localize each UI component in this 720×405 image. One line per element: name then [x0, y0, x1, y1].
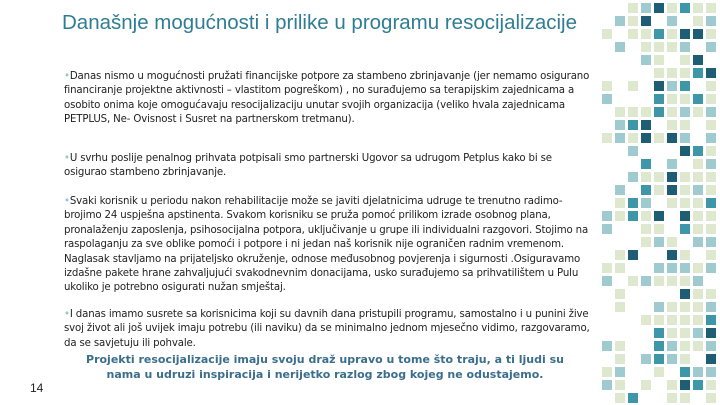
mosaic-tile [615, 250, 625, 260]
mosaic-tile [680, 146, 690, 156]
mosaic-tile [628, 393, 638, 403]
mosaic-tile [706, 237, 716, 247]
paragraph-text: Svaki korisnik u periodu nakon rehabilitacije može se javiti djelatnicima udruge te trenutno radimo- brojimo 24 uspješna apstinenta. Svakom korisniku se pruža pomoć prilikom izrade osobnog plana, pronalaženju zaposlenja, psihosocijalna potpora, uključivanje u grupe ili individualni razgovori. Stojimo na raspolaganju za sve oblike pomoći i potpore i ni jedan naš korisnik nije ograničen radnim vremenom. Naglasak stavljamo na prijateljsko okruženje, odnose međusobnog povjerenja i sigurnosti .Osiguravamo izdašne pakete hrane zahvaljujući svakodnevnim donacijama, usko surađujemo sa prihvatilištem u Pulu ukoliko je potrebno osigurati nužan smještaj. [64, 196, 589, 294]
mosaic-tile [667, 276, 677, 286]
mosaic-tile [641, 172, 651, 182]
mosaic-tile [667, 185, 677, 195]
mosaic-tile [706, 94, 716, 104]
mosaic-tile [654, 302, 664, 312]
bullet-icon: • [64, 71, 70, 82]
mosaic-tile [680, 55, 690, 65]
mosaic-tile [680, 354, 690, 364]
mosaic-tile [680, 107, 690, 117]
mosaic-tile [706, 328, 716, 338]
mosaic-tile [654, 328, 664, 338]
mosaic-tile [667, 341, 677, 351]
mosaic-tile [654, 276, 664, 286]
mosaic-tile [680, 315, 690, 325]
mosaic-tile [615, 354, 625, 364]
mosaic-tile [602, 380, 612, 390]
mosaic-tile [706, 341, 716, 351]
mosaic-tile [706, 29, 716, 39]
mosaic-tile [667, 172, 677, 182]
mosaic-tile [693, 198, 703, 208]
mosaic-tile [680, 185, 690, 195]
paragraph-text: Danas nismo u mogućnosti pružati financijske potpore za stambeno zbrinjavanje (jer nemamo osigurano financiranje projektne aktivnosti – vlastitom pogreškom) , no surađujemo sa terapijskim zajednicama a osobito onima koje omogućavaju resocijalizaciju unutar svojih organizacija (veliko hvala zajednicama PETPLUS, Ne- Ovisnost i Susret na partnerskom tretmanu). [64, 71, 590, 126]
mosaic-tile [693, 68, 703, 78]
mosaic-tile [654, 94, 664, 104]
mosaic-tile [641, 198, 651, 208]
mosaic-tile [706, 302, 716, 312]
mosaic-tile [641, 185, 651, 195]
mosaic-tile [693, 289, 703, 299]
mosaic-tile [667, 263, 677, 273]
mosaic-tile [641, 159, 651, 169]
mosaic-tile [615, 367, 625, 377]
mosaic-tile [628, 133, 638, 143]
mosaic-tile [693, 107, 703, 117]
mosaic-tile [602, 263, 612, 273]
mosaic-tile [667, 237, 677, 247]
mosaic-tile [680, 276, 690, 286]
mosaic-tile [706, 3, 716, 13]
mosaic-tile [693, 185, 703, 195]
paragraph-text: I danas imamo susrete sa korisnicima koji su davnih dana pristupili programu, samostalno i u punini žive svoj život ali još uvijek imaju potrebu (ili naviku) da se minimalno jednom mjesečno vidimo, razgovaramo, da se savjetuju ili pohvale. [64, 309, 590, 349]
mosaic-tile [693, 328, 703, 338]
mosaic-tile [667, 68, 677, 78]
mosaic-tile [615, 380, 625, 390]
mosaic-tile [706, 354, 716, 364]
slide-title: Današnje mogućnosti i prilike u programu resocijalizacije [62, 11, 578, 34]
mosaic-tile [615, 393, 625, 403]
mosaic-tile [667, 159, 677, 169]
mosaic-tile [693, 55, 703, 65]
mosaic-tile [667, 120, 677, 130]
mosaic-tile [654, 29, 664, 39]
mosaic-tile [654, 3, 664, 13]
mosaic-tile [680, 263, 690, 273]
mosaic-tile [667, 42, 677, 52]
mosaic-tile [693, 224, 703, 234]
mosaic-tile [680, 289, 690, 299]
mosaic-tile [680, 94, 690, 104]
mosaic-tile [615, 16, 625, 26]
mosaic-tile [628, 16, 638, 26]
mosaic-tile [654, 354, 664, 364]
mosaic-tile [641, 133, 651, 143]
mosaic-tile [706, 393, 716, 403]
mosaic-tile [641, 315, 651, 325]
mosaic-tile [654, 185, 664, 195]
mosaic-tile [680, 172, 690, 182]
mosaic-tile [680, 367, 690, 377]
mosaic-tile [615, 341, 625, 351]
mosaic-tile [602, 81, 612, 91]
mosaic-tile [667, 29, 677, 39]
mosaic-tile [680, 29, 690, 39]
mosaic-tile [615, 133, 625, 143]
mosaic-tile [693, 263, 703, 273]
mosaic-tile [680, 42, 690, 52]
mosaic-tile [654, 172, 664, 182]
mosaic-tile [706, 107, 716, 117]
mosaic-tile [693, 3, 703, 13]
mosaic-tile [706, 250, 716, 260]
mosaic-tile [641, 16, 651, 26]
mosaic-tile [654, 315, 664, 325]
mosaic-tile [602, 133, 612, 143]
mosaic-tile [654, 42, 664, 52]
mosaic-tile [680, 3, 690, 13]
mosaic-tile [667, 380, 677, 390]
mosaic-tile [667, 354, 677, 364]
mosaic-tile [706, 159, 716, 169]
mosaic-tile [628, 3, 638, 13]
mosaic-tile [706, 185, 716, 195]
mosaic-tile [693, 29, 703, 39]
mosaic-tile [706, 263, 716, 273]
bullet-paragraph-2 [64, 152, 594, 181]
mosaic-tile [693, 315, 703, 325]
mosaic-tile [654, 81, 664, 91]
mosaic-tile [654, 367, 664, 377]
mosaic-tile [615, 289, 625, 299]
mosaic-tile [680, 380, 690, 390]
bullet-paragraph-1 [64, 70, 594, 128]
mosaic-tile [680, 81, 690, 91]
mosaic-tile [680, 341, 690, 351]
mosaic-tile [641, 237, 651, 247]
mosaic-tile [680, 393, 690, 403]
mosaic-tile [693, 211, 703, 221]
mosaic-tile [641, 120, 651, 130]
mosaic-tile [693, 367, 703, 377]
mosaic-tile [641, 211, 651, 221]
mosaic-tile [628, 198, 638, 208]
mosaic-tile [641, 380, 651, 390]
mosaic-tile [654, 68, 664, 78]
mosaic-tile [667, 328, 677, 338]
bullet-icon: • [64, 196, 70, 207]
mosaic-tile [706, 68, 716, 78]
mosaic-tile [667, 198, 677, 208]
mosaic-tile [667, 250, 677, 260]
mosaic-tile [667, 3, 677, 13]
mosaic-tile [641, 42, 651, 52]
mosaic-tile [706, 81, 716, 91]
mosaic-tile [693, 172, 703, 182]
mosaic-tile [628, 146, 638, 156]
mosaic-tile [667, 302, 677, 312]
mosaic-tile [693, 146, 703, 156]
mosaic-tile [654, 237, 664, 247]
mosaic-tile [602, 29, 612, 39]
mosaic-tile [641, 29, 651, 39]
mosaic-tile [615, 107, 625, 117]
mosaic-tile [680, 211, 690, 221]
mosaic-tile [654, 133, 664, 143]
mosaic-tile [602, 367, 612, 377]
mosaic-tile [706, 120, 716, 130]
page-number: 14 [30, 381, 44, 395]
mosaic-tile [680, 302, 690, 312]
mosaic-tile [693, 302, 703, 312]
bullet-icon: • [64, 309, 70, 320]
mosaic-tile [667, 81, 677, 91]
mosaic-tile [706, 42, 716, 52]
mosaic-tile [628, 172, 638, 182]
mosaic-tile [680, 120, 690, 130]
mosaic-tile [615, 198, 625, 208]
mosaic-tile [628, 81, 638, 91]
highlight-quote: Projekti resocijalizacije imaju svoju draž upravo u tome što traju, a ti ljudi su nama u udruzi inspiracija i nerijetko razlog zbog kojeg ne odustajemo. [86, 353, 564, 381]
mosaic-tile [680, 198, 690, 208]
mosaic-tile [615, 42, 625, 52]
mosaic-tile [602, 224, 612, 234]
mosaic-tile [654, 55, 664, 65]
bullet-icon: • [64, 153, 70, 164]
mosaic-tile [680, 133, 690, 143]
mosaic-tile [602, 341, 612, 351]
mosaic-tile [628, 250, 638, 260]
mosaic-tile [615, 120, 625, 130]
mosaic-tile [641, 276, 651, 286]
mosaic-tile [693, 276, 703, 286]
paragraph-text: U svrhu poslije penalnog prihvata potpisali smo partnerski Ugovor sa udrugom Petplus kako bi se osigurao stambeno zbrinjavanje. [64, 153, 552, 179]
mosaic-tile [667, 315, 677, 325]
mosaic-tile [654, 224, 664, 234]
mosaic-tile [680, 68, 690, 78]
mosaic-tile [667, 107, 677, 117]
mosaic-tile [654, 263, 664, 273]
mosaic-tile [667, 94, 677, 104]
mosaic-tile [615, 185, 625, 195]
bullet-paragraph-3 [64, 195, 594, 296]
mosaic-tile [641, 107, 651, 117]
mosaic-tile [706, 16, 716, 26]
bullet-paragraph-4 [64, 308, 594, 351]
mosaic-tile [706, 315, 716, 325]
mosaic-tile [693, 159, 703, 169]
mosaic-tile [602, 211, 612, 221]
mosaic-tile [602, 276, 612, 286]
mosaic-tile [628, 107, 638, 117]
mosaic-tile [706, 146, 716, 156]
mosaic-tile [693, 94, 703, 104]
mosaic-tile [615, 302, 625, 312]
mosaic-tile [680, 224, 690, 234]
mosaic-tile [680, 250, 690, 260]
mosaic-tile [693, 237, 703, 247]
mosaic-tile [628, 211, 638, 221]
mosaic-tile [628, 276, 638, 286]
mosaic-tile [693, 16, 703, 26]
mosaic-tile [641, 3, 651, 13]
mosaic-tile [706, 211, 716, 221]
mosaic-tile [693, 341, 703, 351]
mosaic-tile [654, 341, 664, 351]
mosaic-tile [706, 133, 716, 143]
mosaic-tile [615, 211, 625, 221]
mosaic-tile [693, 380, 703, 390]
mosaic-tile [641, 354, 651, 364]
mosaic-tile [628, 120, 638, 130]
mosaic-tile [628, 29, 638, 39]
mosaic-tile [667, 16, 677, 26]
mosaic-tile [667, 393, 677, 403]
mosaic-tile [602, 94, 612, 104]
mosaic-tile [667, 133, 677, 143]
mosaic-tile [706, 224, 716, 234]
mosaic-tile [706, 289, 716, 299]
mosaic-tile [654, 107, 664, 117]
mosaic-tile [706, 198, 716, 208]
mosaic-tile [641, 55, 651, 65]
mosaic-tile [706, 172, 716, 182]
mosaic-tile [654, 211, 664, 221]
mosaic-tile [641, 224, 651, 234]
mosaic-tile [706, 380, 716, 390]
mosaic-tile [706, 367, 716, 377]
mosaic-tile [615, 263, 625, 273]
mosaic-tile [680, 328, 690, 338]
